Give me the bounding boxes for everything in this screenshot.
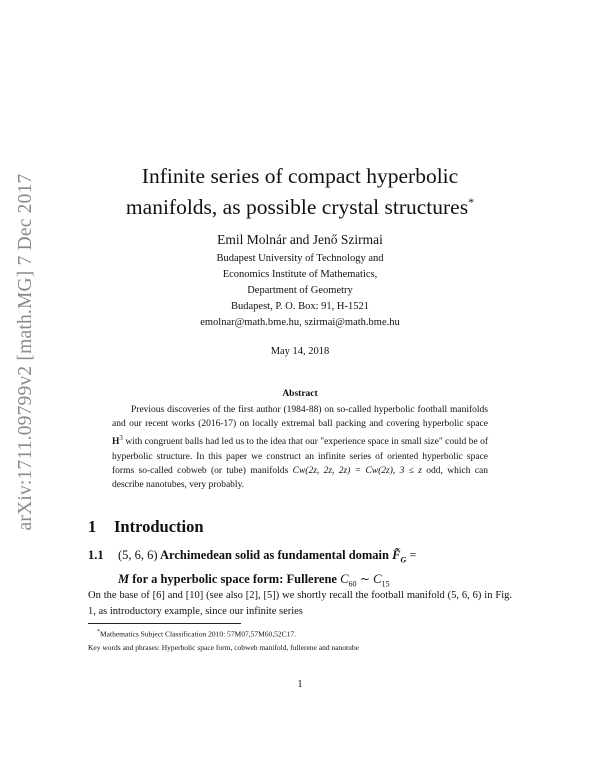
abstract-paragraph: Previous discoveries of the first author (1984-88) on so-called hyperbolic football manifolds and our recent works (2016-17) on locally extremal ball packing and covering hyperbolic space $H^3$ with congruent balls had led us to the idea that our "experience space in small size" could be of hyperbolic structure. In this paper we construct an infinite series of oriented hyperbolic space forms so-called cobweb (or tube) manifolds Cw(2z, 2z, 2z) = Cw(2z), 3 ≤ z odd, which can describe nanotubes, very probably.	[112, 405, 489, 491]
authors: Emil Molnár and Jenő Szirmai	[217, 232, 383, 247]
introduction-paragraph: On the base of [6] and [10] (see also [2], [5]) we shortly recall the football manifold (5, 6, 6) in Fig. 1, as introductory example, since our infinite series	[88, 590, 512, 617]
title-footnote-mark: *	[468, 195, 475, 209]
title-line-2: manifolds, as possible crystal structures*	[125, 195, 475, 220]
subsection-heading	[88, 546, 512, 593]
footnote-keywords: Key words and phrases: Hyperbolic space form, cobweb manifold, fullerene and nanotube	[88, 642, 359, 652]
z-condition: 3 ≤ z	[399, 465, 422, 476]
footnote-msc: *Mathematics Subject Classification 2010: 57M07,57M60,52C17.	[97, 629, 297, 639]
fullerene-c15: C	[373, 571, 382, 586]
section-number: 1	[88, 517, 97, 536]
manifold-symbol: M	[118, 571, 130, 586]
fullerene-c60: C	[340, 571, 349, 586]
abstract-heading: Abstract	[282, 389, 318, 399]
title-line-1: Infinite series of compact hyperbolic	[141, 164, 459, 188]
space-symbol: H	[112, 437, 120, 448]
footnote-rule	[88, 623, 241, 624]
football-tuple: (5, 6, 6)	[447, 590, 482, 601]
affiliation-line-4: Budapest, P. O. Box: 91, H-1521	[231, 301, 369, 312]
section-heading	[88, 517, 204, 537]
paper-title	[88, 163, 512, 220]
footnotes	[88, 626, 512, 654]
subsection-number: 1.1	[88, 548, 104, 562]
arxiv-identifier-text: arXiv:1711.09799v2 [math.MG] 7 Dec 2017	[15, 173, 36, 531]
space-exponent: 3	[119, 434, 123, 443]
affiliation	[88, 251, 512, 331]
affiliation-line-1: Budapest University of Technology and	[216, 253, 384, 264]
cobweb-formula: Cw(2z, 2z, 2z) = Cw(2z)	[292, 465, 393, 476]
paper-date: May 14, 2018	[270, 346, 330, 357]
subsection-title: (5, 6, 6) Archimedean solid as fundamental domain $F̃_G$ = M for a hyperbolic space form: Fullerene $C_{60}$ ∼ $C_{15}$	[118, 548, 417, 588]
introduction-text	[88, 588, 512, 620]
section-title: Introduction	[114, 517, 204, 536]
author-emails: emolnar@math.bme.hu, szirmai@math.bme.hu	[200, 317, 400, 328]
page-number: 1	[297, 679, 303, 690]
affiliation-line-2: Economics Institute of Mathematics,	[222, 269, 378, 280]
affiliation-line-3: Department of Geometry	[247, 285, 353, 296]
domain-symbol: F̃	[392, 548, 401, 562]
abstract-body	[112, 403, 488, 492]
